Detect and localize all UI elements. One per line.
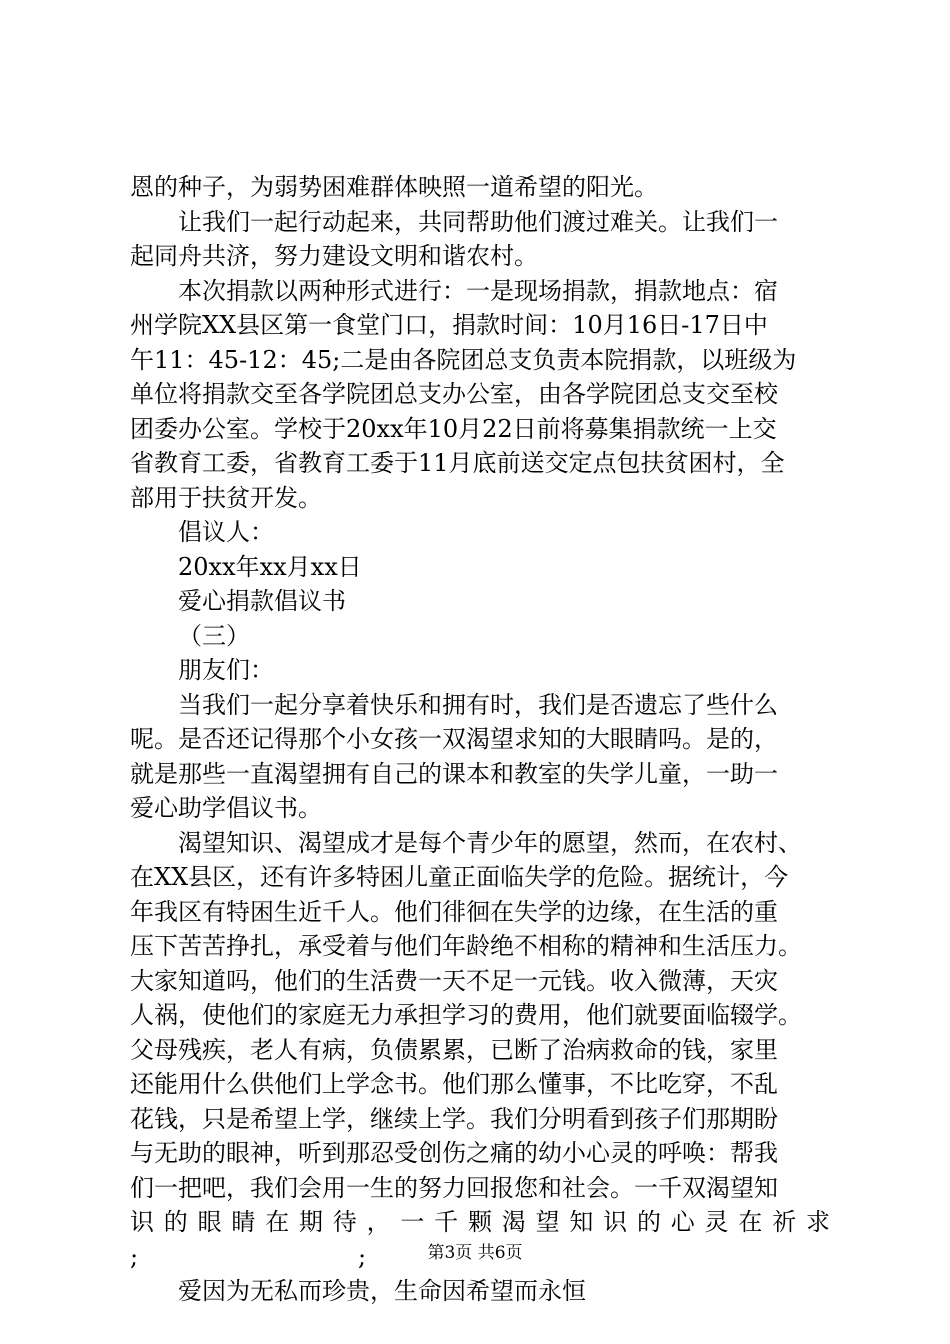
paragraph-start-line: 当我们一起分享着快乐和拥有时，我们是否遗忘了些什么 <box>178 690 778 719</box>
document-body <box>130 170 830 1309</box>
text-line: 省教育工委，省教育工委于11月底前送交定点包扶贫困村，全 <box>130 449 785 477</box>
initiator-label: 倡议人： <box>178 518 274 546</box>
text-line: 午11：45-12：45;二是由各院团总支负责本院捐款，以班级为 <box>130 345 797 374</box>
spread-char: 眼 <box>197 1208 222 1236</box>
paragraph-start-line: 让我们一起行动起来，共同帮助他们渡过难关。让我们一 <box>178 207 778 236</box>
section-number: （三） <box>178 621 250 650</box>
closing-line: 爱因为无私而珍贵，生命因希望而永恒 <box>178 1277 586 1305</box>
spread-char: 渴 <box>501 1208 526 1236</box>
spread-char: 灵 <box>704 1208 729 1236</box>
text-line: 与无助的眼神，听到那忍受创伤之痛的幼小心灵的呼唤：帮我 <box>130 1139 778 1167</box>
text-line: 州学院XX县区第一食堂门口，捐款时间：10月16日-17日中 <box>130 311 768 339</box>
spread-char: 的 <box>636 1208 661 1236</box>
spread-char: 待 <box>332 1208 357 1236</box>
spread-char: 心 <box>670 1208 695 1236</box>
paragraph-start-line: 本次捐款以两种形式进行：一是现场捐款，捐款地点：宿 <box>178 276 778 305</box>
spread-char: 一 <box>400 1208 425 1236</box>
spread-char: 祈 <box>772 1208 797 1236</box>
spread-char: 睛 <box>231 1208 256 1236</box>
text-line: 就是那些一直渴望拥有自己的课本和教室的失学儿童，一助一 <box>130 759 778 788</box>
spread-char: 颗 <box>467 1208 492 1236</box>
spread-text-line <box>130 1205 830 1240</box>
text-line: 们一把吧，我们会用一生的努力回报您和社会。一千双渴望知 <box>130 1173 778 1202</box>
semicolon-right: ; <box>358 1242 367 1271</box>
text-line: 部用于扶贫开发。 <box>130 483 322 512</box>
text-line: 单位将捐款交至各学院团总支办公室，由各学院团总支交至校 <box>130 380 778 408</box>
text-line: 压下苦苦挣扎，承受着与他们年龄绝不相称的精神和生活压力。 <box>130 932 802 960</box>
text-line: 团委办公室。学校于20xx年10月22日前将募集捐款统一上交 <box>130 414 777 443</box>
spread-char: 求 <box>805 1208 830 1236</box>
paragraph-start-line: 渴望知识、渴望成才是每个青少年的愿望，然而，在农村、 <box>178 828 802 857</box>
text-line: 父母残疾，老人有病，负债累累，已断了治病救命的钱，家里 <box>130 1035 778 1064</box>
text-line: 大家知道吗，他们的生活费一天不足一元钱。收入微薄，天灾 <box>130 966 778 995</box>
text-line: 年我区有特困生近千人。他们徘徊在失学的边缘，在生活的重 <box>130 897 778 926</box>
spread-char: 识 <box>603 1208 628 1236</box>
text-line: 起同舟共济，努力建设文明和谐农村。 <box>130 242 538 270</box>
text-line: 人祸，使他们的家庭无力承担学习的费用，他们就要面临辍学。 <box>130 1001 802 1029</box>
semicolon-left: ; <box>130 1242 139 1271</box>
text-line: 恩的种子，为弱势困难群体映照一道希望的阳光。 <box>130 173 658 201</box>
spread-char: ， <box>366 1208 391 1236</box>
text-line: 还能用什么供他们上学念书。他们那么懂事，不比吃穿，不乱 <box>130 1070 778 1098</box>
text-line: 在XX县区，还有许多特困儿童正面临失学的危险。据统计，今 <box>130 863 789 891</box>
spread-char: 在 <box>738 1208 763 1236</box>
spread-char: 在 <box>265 1208 290 1236</box>
text-line: 花钱，只是希望上学，继续上学。我们分明看到孩子们那期盼 <box>130 1104 778 1133</box>
spread-char: 识 <box>130 1208 154 1236</box>
text-line: 呢。是否还记得那个小女孩一双渴望求知的大眼睛吗。是的， <box>130 725 778 753</box>
salutation: 朋友们： <box>178 656 274 684</box>
spread-char: 知 <box>569 1208 594 1236</box>
spread-char: 的 <box>163 1208 188 1236</box>
spread-char: 望 <box>535 1208 560 1236</box>
page-number: 第3页 共6页 <box>427 1243 523 1263</box>
section-title: 爱心捐款倡议书 <box>178 587 346 615</box>
spread-char: 期 <box>298 1208 323 1236</box>
page-footer <box>0 1242 950 1264</box>
spread-char: 千 <box>434 1208 459 1236</box>
text-line: 爱心助学倡议书。 <box>130 794 322 822</box>
date-line: 20xx年xx月xx日 <box>178 552 362 581</box>
